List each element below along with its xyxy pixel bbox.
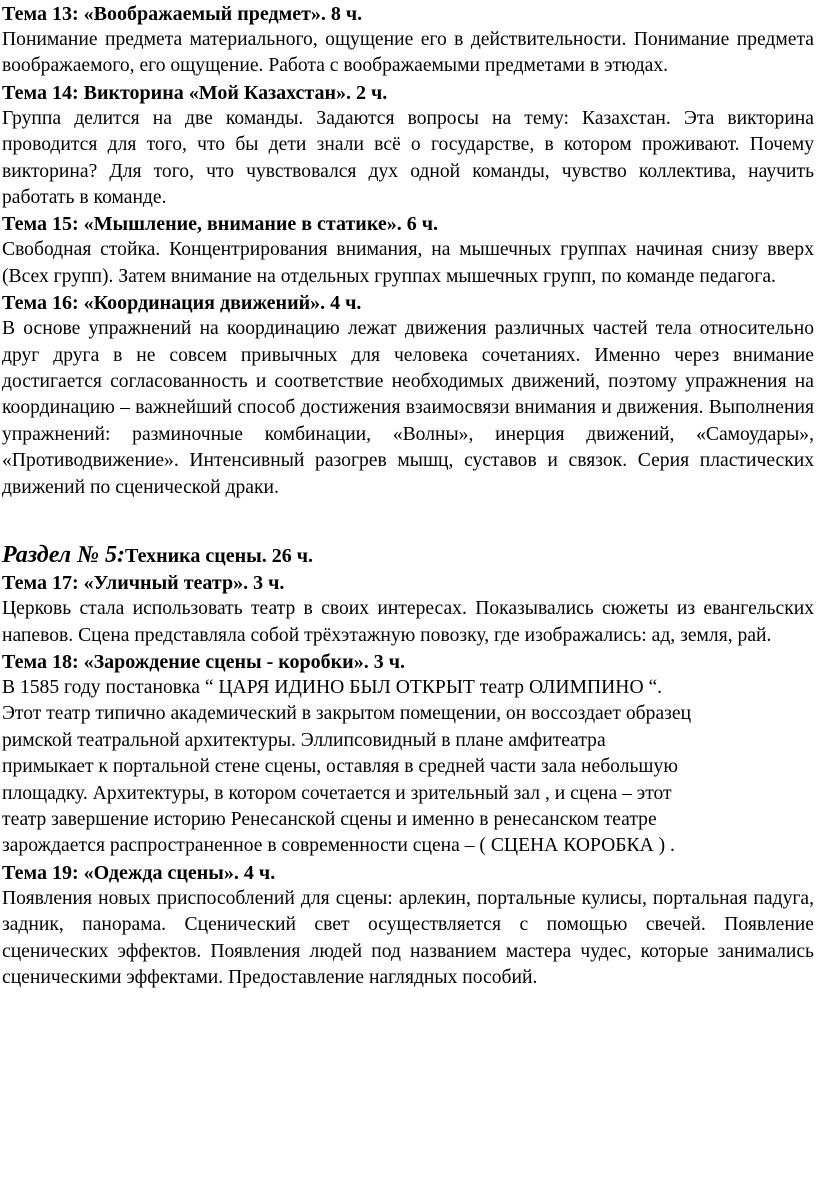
topic-16-text: В основе упражнений на координацию лежат движения различных частей тела относительно друг друга в не совсем привычных для человека сочетаниях. Именно через внимание достигается согласованность и соответствие необходимых движений, поэтому упражнения на координацию – важнейший способ достижения взаимосвязи внимания и движения. Выполнения упражнений: разминочные комбинации, «Волны», инерция движений, «Самоудары», «Противодвижение». Интенсивный разогрев мышц, суставов и связок. Серия пластических движений по сценической драки. [2, 318, 814, 498]
section-spacer [2, 501, 814, 541]
topic-16-heading: Тема 16: «Координация движений». 4 ч. [2, 292, 362, 315]
topic-13-text: Понимание предмета материального, ощущение его в действительности. Понимание предмета воображаемого, его ощущение. Работа с воображаемыми предметами в этюдах. [2, 29, 814, 77]
topic-19-heading: Тема 19: «Одежда сцены». 4 ч. [2, 861, 276, 884]
topic-18-text [2, 675, 814, 860]
section-5-title: Раздел № 5: [2, 542, 126, 569]
topic-19-text: Появления новых приспособлений для сцены: арлекин, портальные кулисы, портальная падуга, задник, панорама. Сценический свет осуществляется с помощью свечей. Появление сценических эффектов. Появления людей под названием мастера чудес, которые занимались сценическими эффектами. Предоставление наглядных пособий. [2, 887, 814, 988]
topic-18-line: площадку. Архитектуры, в котором сочетается и зрительный зал , и сцена – этот [2, 782, 672, 804]
document-page [2, 1, 814, 991]
topic-13-heading: Тема 13: «Воображаемый предмет». 8 ч. [2, 3, 363, 25]
topic-18-heading: Тема 18: «Зарождение сцены - коробки». 3 ч. [2, 650, 405, 673]
topic-18-line: римской театральной архитектуры. Эллипсовидный в плане амфитеатра [2, 729, 606, 751]
topic-14-heading: Тема 14: Викторина «Мой Казахстан». 2 ч. [2, 81, 388, 104]
section-5-heading [2, 541, 814, 570]
topic-15-text: Свободная стойка. Концентрирования внимания, на мышечных группах начиная снизу вверх (Всех групп). Затем внимание на отдельных группах мышечных групп, по команде педагога. [2, 239, 814, 287]
topic-17-text: Церковь стала использовать театр в своих интересах. Показывались сюжеты из евангельских напевов. Сцена представляла собой трёхэтажную повозку, где изображались: ад, земля, рай. [2, 598, 814, 646]
section-5-subtitle: Техника сцены. 26 ч. [125, 545, 314, 568]
topic-18-line: зарождается распространенное в современности сцена – ( СЦЕНА КОРОБКА ) . [2, 835, 675, 857]
topic-15-heading: Тема 15: «Мышление, внимание в статике». 6 ч. [2, 213, 439, 236]
topic-18-line: Этот театр типично академический в закрытом помещении, он воссоздает образец [2, 703, 692, 725]
topic-18-line: театр завершение историю Ренесанской сцены и именно в ренесанском театре [2, 808, 657, 830]
topic-18-line: примыкает к портальной стене сцены, оставляя в средней части зала небольшую [2, 756, 678, 778]
topic-17-heading: Тема 17: «Уличный театр». 3 ч. [2, 572, 285, 595]
topic-18-line: В 1585 году постановка “ ЦАРЯ ИДИНО БЫЛ ОТКРЫТ театр ОЛИМПИНО “. [2, 676, 663, 698]
topic-14-text: Группа делится на две команды. Задаются вопросы на тему: Казахстан. Эта викторина проводится для того, что бы дети знали всё о государстве, в котором проживают. Почему викторина? Для того, что чувствовался дух одной команды, чувство коллектива, научить работать в команде. [2, 107, 814, 209]
